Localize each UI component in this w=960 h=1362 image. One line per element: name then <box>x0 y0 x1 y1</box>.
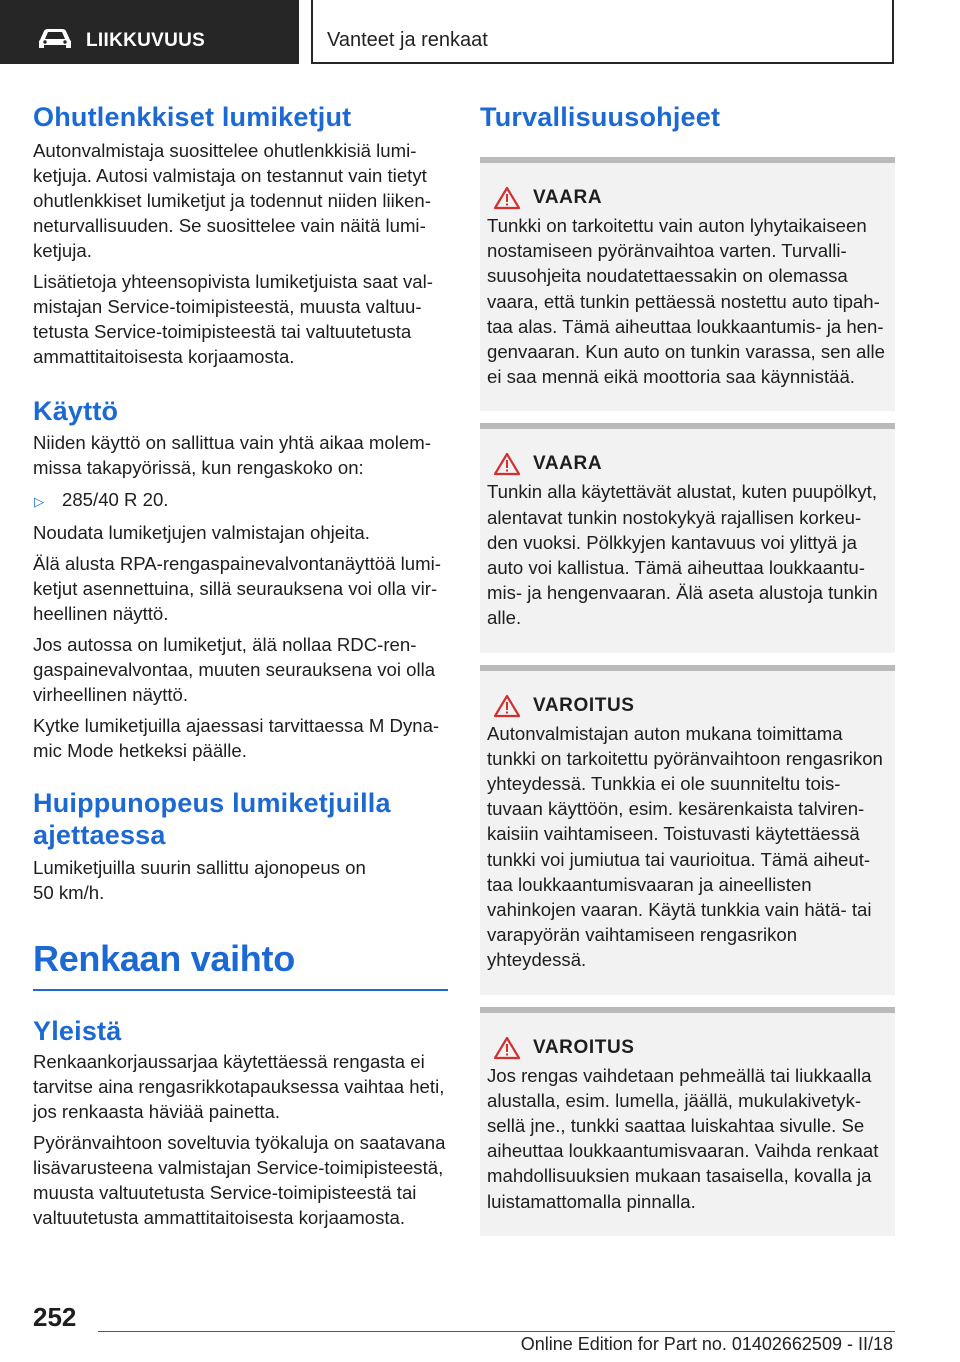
warning-box <box>480 1007 895 1236</box>
heading-thin-chains: Ohutlenkkiset lumiketjut <box>33 102 352 132</box>
warning-box <box>480 665 895 995</box>
warning-triangle-icon <box>493 186 521 210</box>
warning-header <box>487 185 885 211</box>
divider <box>33 989 448 991</box>
heading-general: Yleistä <box>33 1016 122 1046</box>
warning-text: Autonvalmistajan auton mukana toimittama tunkki on tarkoitettu pyöränvaihtoon rengasrikon yhteydessä. Tunkkia ei ole suunniteltu toistuvaan käyttöön, esim. kesärenkaista talvirenkaisiin vaihtamiseen. Toistuvasti käytettäessä tunkki voi jumiutua tai vaurioitua. Tämä aiheuttaa loukkaantumisvaaran ja aineellisten vahinkojen vaaran. Käytä tunkkia vain hätä- tai varapyörän vaihtamiseen rengasrikon yhteydessä. <box>487 722 883 971</box>
warning-title: VAARA <box>533 187 603 208</box>
paragraph: Jos autossa on lumiketjut, älä nollaa RDC-rengaspainevalvontaa, muuten seurauksena voi olla virheellinen näyttö. <box>33 634 436 705</box>
paragraph: Älä alusta RPA-rengaspainevalvontanäyttöä lumiketjut asennettuina, sillä seurauksena voi olla virheellinen näyttö. <box>33 553 441 624</box>
paragraph <box>33 855 448 905</box>
text-line: 50 km/h. <box>33 882 105 903</box>
page-number: 252 <box>33 1302 77 1332</box>
paragraph: Niiden käyttö on sallittua vain yhtä aikaa molemmissa takapyörissä, kun rengaskoko on: <box>33 432 431 478</box>
footer-divider <box>98 1331 895 1332</box>
warning-header <box>487 1035 885 1061</box>
right-column <box>480 101 895 1236</box>
list-item-text: 285/40 R 20. <box>62 489 169 510</box>
bullet-triangle-icon: ▷ <box>34 494 44 509</box>
warning-triangle-icon <box>493 1036 521 1060</box>
warning-text: Jos rengas vaihdetaan pehmeällä tai liukkaalla alustalla, esim. lumella, jäällä, mukulakivetyksellä jne., tunkki saattaa luiskahtaa sivulle. Se aiheuttaa loukkaantumisvaaran. Vaihda renkaat mahdollisuuksien mukaan tasaisella, kovalla ja luistamattomalla pinnalla. <box>487 1064 879 1212</box>
text-line: Lumiketjuilla suurin sallittu ajonopeus on <box>33 857 366 878</box>
warning-text: Tunkki on tarkoitettu vain auton lyhytaikaiseen nostamiseen pyöränvaihtoa varten. Turvallisuusohjeita noudatettaessakin on olemassa vaara, että tunkin pettäessä nostettu auto tipahtaa alas. Tämä aiheuttaa loukkaantumis- ja hengenvaaran. Kun auto on tunkin varassa, sen alle ei saa mennä eikä moottoria saa käynnistää. <box>487 215 885 388</box>
heading-usage: Käyttö <box>33 396 119 426</box>
heading-max-speed: Huippunopeus lumiketjuilla ajettaessa <box>33 788 391 850</box>
chapter-heading: Renkaan vaihto <box>33 938 295 979</box>
heading-safety: Turvallisuusohjeet <box>480 102 721 132</box>
warning-box <box>480 157 895 411</box>
list-item <box>33 487 448 514</box>
car-icon <box>37 28 73 50</box>
warning-text: Tunkin alla käytettävät alustat, kuten puupölkyt, alentavat tunkin nostokykyä rajallisen korkeuden vuoksi. Pölkkyjen kantavuus voi ylittyä ja auto voi kallistua. Tämä aiheuttaa loukkaantumis- ja hengenvaaran. Älä aseta alustoja tunkin alle. <box>487 481 878 629</box>
warning-title: VAROITUS <box>533 694 635 716</box>
section-tab <box>0 0 299 64</box>
warning-header <box>487 451 885 477</box>
warning-title: VAROITUS <box>533 1036 635 1058</box>
paragraph: Lisätietoja yhteensopivista lumiketjuista saat valmistajan Service-toimipisteestä, muusta valtuutetusta Service-toimipisteestä tai valtuutetusta ammattitaitoisesta korjaamosta. <box>33 271 433 367</box>
section-label: LIIKKUVUUS <box>86 30 206 51</box>
warning-header <box>487 693 885 719</box>
warning-box <box>480 423 895 652</box>
chapter-title: Vanteet ja renkaat <box>327 29 488 51</box>
edition-note: Online Edition for Part no. 01402662509 - II/18 <box>520 1334 893 1354</box>
paragraph: Pyöränvaihtoon soveltuvia työkaluja on saatavana lisävarusteena valmistajan Service-toimipisteestä, muusta valtuutetusta Service-toimipisteestä tai valtuutetusta ammattitaitoisesta korjaamosta. <box>33 1132 446 1228</box>
paragraph: Kytke lumiketjuilla ajaessasi tarvittaessa M Dynamic Mode hetkeksi päälle. <box>33 715 440 761</box>
paragraph: Renkaankorjaussarjaa käytettäessä rengasta ei tarvitse aina rengasrikkotapauksessa vaihtaa heti, jos renkaasta häviää painetta. <box>33 1051 445 1122</box>
warning-title: VAARA <box>533 453 603 475</box>
left-column <box>33 101 448 1230</box>
warning-triangle-icon <box>493 694 521 718</box>
paragraph: Noudata lumiketjujen valmistajan ohjeita. <box>33 522 370 543</box>
chapter-header <box>311 0 894 64</box>
paragraph: Autonvalmistaja suosittelee ohutlenkkisiä lumiketjuja. Autosi valmistaja on testannut vain tietyt ohutlenkkiset lumiketjut ja todennut niiden liikenneturvallisuuden. Se suosittelee vain näitä lumiketjuja. <box>33 140 431 261</box>
warning-triangle-icon <box>493 452 521 476</box>
